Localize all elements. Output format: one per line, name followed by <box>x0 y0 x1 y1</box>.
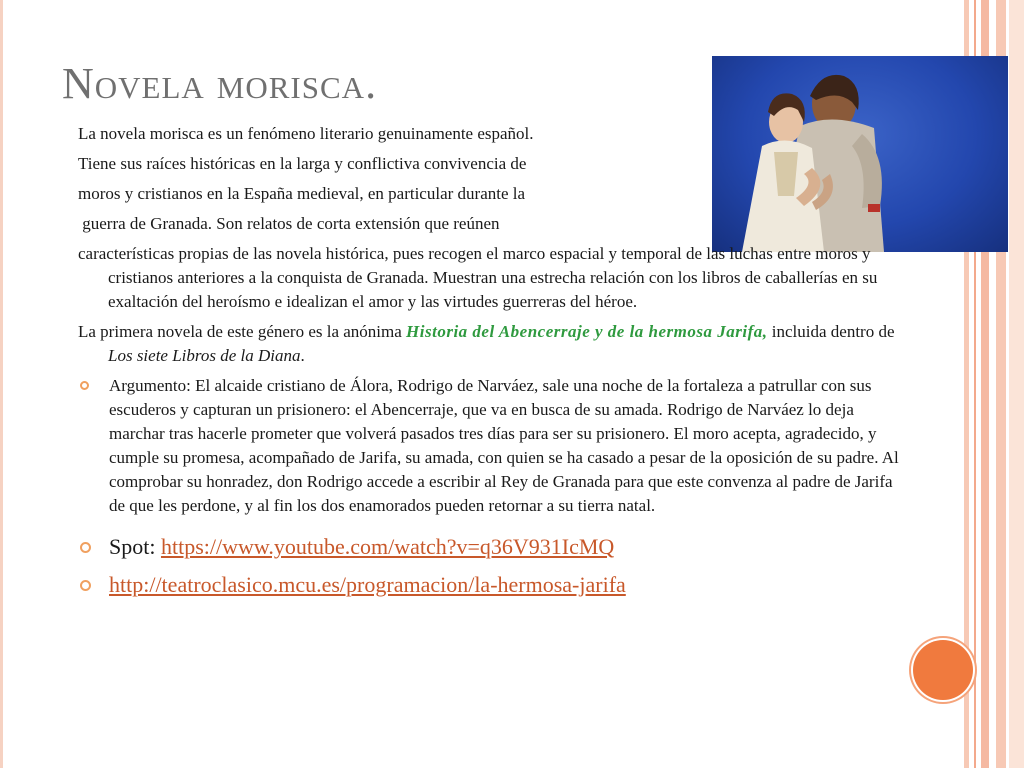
teatro-bullet <box>78 570 904 600</box>
slide-body <box>78 122 904 600</box>
teatro-link[interactable]: http://teatroclasico.mcu.es/programacion/la-hermosa-jarifa <box>109 572 626 597</box>
argument-text: Argumento: El alcaide cristiano de Álora, Rodrigo de Narváez, sale una noche de la fortaleza a patrullar con sus escuderos y capturan un prisionero: el Abencerraje, que va en busca de su amada. Rodrigo de Narváez lo deja marchar tras hacerle prometer que volverá pasados tres días para ser su prisionero. El moro acepta, agradecido, y cumple su promesa, acompañado de Jarifa, su amada, con quien se ha casado a pesar de la oposición de su padre. Al comprobar su honradez, don Rodrigo accede a escribir al Rey de Granada para que este convenza al padre de Jarifa de que les perdone, y al fin los dos enamorados pueden retornar a su tierra natal. <box>109 376 899 515</box>
novel-title-comma: , <box>762 322 768 341</box>
paragraph-line: guerra de Granada. Son relatos de corta extensión que reúnen <box>78 214 500 233</box>
novel-title: Historia del Abencerraje y de la hermosa Jarifa <box>406 322 763 341</box>
youtube-link[interactable]: https://www.youtube.com/watch?v=q36V931IcMQ <box>160 534 615 559</box>
book-title: Los siete Libros de la Diana <box>108 346 301 365</box>
paragraph-line: moros y cristianos en la España medieval, en particular durante la <box>78 184 526 203</box>
slide-left-edge <box>0 0 3 768</box>
spot-label: Spot: <box>109 534 161 559</box>
bullet-circle-icon <box>80 381 89 390</box>
bullet-circle-icon <box>80 580 91 591</box>
first-novel-text: . <box>300 346 305 365</box>
characteristics-paragraph: características propias de las novela histórica, pues recogen el marco espacial y temporal de las luchas entre moros y cristianos anteriores a la conquista de Granada. Muestran una estrecha relación con los libros de caballerías en su exaltación del heroísmo e idealizan el amor y las virtudes guerreras del héroe. <box>78 244 878 311</box>
first-novel-paragraph <box>78 320 904 368</box>
decorative-orange-circle <box>913 640 973 700</box>
bullet-circle-icon <box>80 542 91 553</box>
argument-bullet <box>78 374 904 518</box>
slide-title: Novela morisca. <box>62 59 378 108</box>
first-novel-text: incluida dentro de <box>767 322 895 341</box>
intro-paragraph: La novela morisca es un fenómeno literario genuinamente español. <box>78 124 534 143</box>
first-novel-text: La primera novela de este género es la anónima <box>78 322 407 341</box>
spot-bullet <box>78 532 904 562</box>
border-stripe <box>1009 0 1024 768</box>
paragraph-line: Tiene sus raíces históricas en la larga y conflictiva convivencia de <box>78 154 527 173</box>
